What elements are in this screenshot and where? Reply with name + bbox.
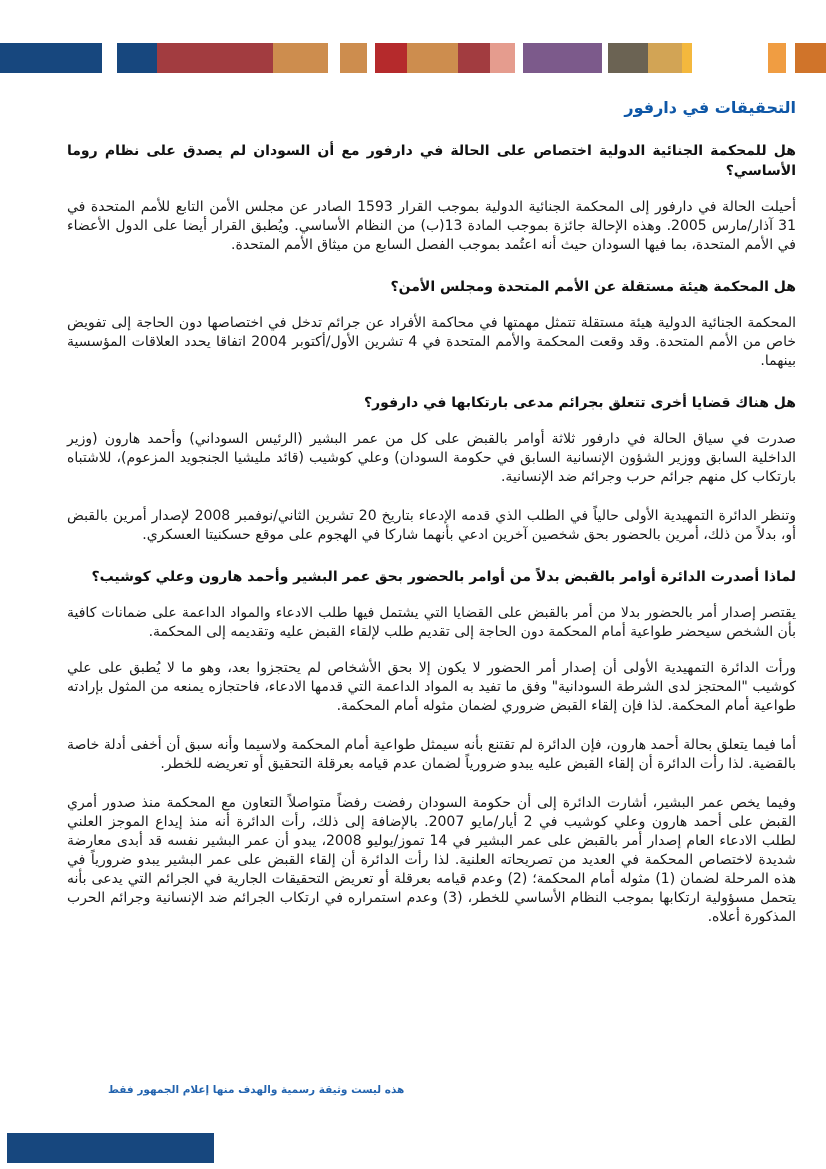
paragraph: وتنظر الدائرة التمهيدية الأولى حالياً في الطلب الذي قدمه الإدعاء بتاريخ 20 تشرين الثاني/نوفمبر 2008 لإصدار أمرين بالقبض أو، بدلاً من ذلك، أمرين بالحضور بحق شخصين آخرين ادعي بأنهما شاركا في الهجوم على موقع حسكنيتا العسكري.: [67, 508, 796, 543]
band-color-block: [768, 43, 786, 73]
band-color-block: [117, 43, 157, 73]
band-color-block: [340, 43, 367, 73]
page-title: التحقيقات في دارفور: [624, 98, 796, 117]
band-color-block: [458, 43, 490, 73]
paragraph: أحيلت الحالة في دارفور إلى المحكمة الجنائية الدولية بموجب القرار 1593 الصادر عن مجلس الأمن التابع للأمم المتحدة في 31 آذار/مارس 2005. وهذه الإحالة جائزة بموجب المادة 13(ب) من النظام الأساسي. ويُطبق القرار أيضا على الدول الأعضاء في الأمم المتحدة، بما فيها السودان حيث أنه اعتُمد بموجب الفصل السابع من ميثاق الأمم المتحدة.: [67, 199, 797, 253]
band-color-block: [407, 43, 458, 73]
band-color-block: [523, 43, 602, 73]
top-band: [0, 43, 826, 73]
band-color-block: [490, 43, 515, 73]
paragraph: صدرت في سياق الحالة في دارفور ثلاثة أوامر بالقبض على كل من عمر البشير (الرئيس السوداني) وأحمد هارون (وزير الداخلية السابق ووزير الشؤون الإنسانية السابق في حكومة السودان) وعلي كوشيب (قائد مليشيا الجنجويد المزعوم)، للاشتباه بارتكاب كل منهم جرائم حرب وجرائم ضد الإنسانية.: [67, 431, 796, 485]
paragraph: المحكمة الجنائية الدولية هيئة مستقلة تتمثل مهمتها في محاكمة الأفراد عن جرائم تدخل في اختصاصها دون الحاجة إلى تفويض خاص من الأمم المتحدة. وقد وقعت المحكمة والأمم المتحدة في 4 تشرين الأول/أكتوبر 2004 اتفاقا يحدد العلاقات المؤسسية بينهما.: [67, 315, 797, 369]
band-color-block: [795, 43, 826, 73]
footer-note: هذه ليست وثيقة رسمية والهدف منها إعلام الجمهور فقط: [108, 1084, 405, 1096]
paragraph: وفيما يخص عمر البشير، أشارت الدائرة إلى أن حكومة السودان رفضت رفضاً متواصلاً التعاون مع المحكمة منذ صدور أمري القبض على أحمد هارون وعلي كوشيب في 2 أيار/مايو 2007. بالإضافة إلى ذلك، رأت الدائرة أنه منذ إيداع الموجز العلني لطلب الادعاء العام إصدار أمر بالقبض على عمر البشير في 14 تموز/يوليو 2008، يبدو أن عمر البشير نفسه قد أبدى معارضة شديدة لاختصاص المحكمة في العديد من تصريحاته العلنية. لذا رأت الدائرة أن إلقاء القبض على عمر البشير يبدو ضرورياً في هذه المرحلة لضمان (1) مثوله أمام المحكمة؛ (2) وعدم قيامه بعرقلة أو تعريض التحقيقات الجارية في الجرائم التي يدعى بأنه يتحمل مسؤولية ارتكابها بموجب النظام الأساسي للخطر، (3) وعدم استمراره في ارتكاب الجرائم ضد الإنسانية وجرائم الحرب المذكورة أعلاه.: [67, 795, 797, 925]
section-independence: [67, 277, 796, 371]
band-color-block: [273, 43, 328, 73]
page-content: [67, 97, 796, 927]
section-heading: لماذا أصدرت الدائرة أوامر بالقبض بدلاً من أوامر بالحضور بحق عمر البشير وأحمد هارون وعلي كوشيب؟: [91, 569, 796, 585]
paragraph: يقتصر إصدار أمر بالحضور بدلا من أمر بالقبض على القضايا التي يشتمل فيها طلب الادعاء والمواد الداعمة على ضمانات كافية بأن الشخص سيحضر طواعية أمام المحكمة دون الحاجة إلى تقديم طلب لإلقاء القبض عليه وتقديمه إلى المحكمة.: [67, 605, 796, 640]
band-color-block: [0, 43, 102, 73]
band-color-block: [375, 43, 407, 73]
section-arrest-warrants: [67, 567, 796, 927]
band-color-block: [648, 43, 682, 73]
band-color-block: [682, 43, 692, 73]
band-color-block: [157, 43, 273, 73]
section-heading: هل هناك قضايا أخرى تتعلق بجرائم مدعى بارتكابها في دارفور؟: [363, 395, 796, 411]
band-color-block: [608, 43, 648, 73]
section-heading: هل للمحكمة الجنائية الدولية اختصاص على الحالة في دارفور مع أن السودان لم يصدق على نظام روما الأساسي؟: [67, 143, 796, 179]
section-jurisdiction: [67, 141, 796, 255]
paragraph: ورأت الدائرة التمهيدية الأولى أن إصدار أمر الحضور لا يكون إلا بحق الأشخاص لم يحتجزوا بعد، وهو ما لا يُطبق على علي كوشيب "المحتجز لدى الشرطة السودانية" وفق ما تفيد به المواد الداعمة التي قدمها الادعاء، فاحتجازه يمنعه من المثول بإرادته طواعية أمام المحكمة. لذا فإن إلقاء القبض ضروري لضمان مثوله أمام المحكمة.: [67, 660, 796, 714]
paragraph: أما فيما يتعلق بحالة أحمد هارون، فإن الدائرة لم تقتنع بأنه سيمثل طواعية أمام المحكمة ولاسيما وأنه سبق أن أخفى أدلة خاصة بالقضية. لذا رأت الدائرة أن إلقاء القبض عليه يبدو ضرورياً لضمان عدم قيامه بعرقلة التحقيق أو تعريضه للخطر.: [67, 737, 796, 772]
section-other-cases: [67, 393, 796, 545]
bottom-bar: [7, 1133, 214, 1163]
section-heading: هل المحكمة هيئة مستقلة عن الأمم المتحدة ومجلس الأمن؟: [390, 279, 796, 295]
